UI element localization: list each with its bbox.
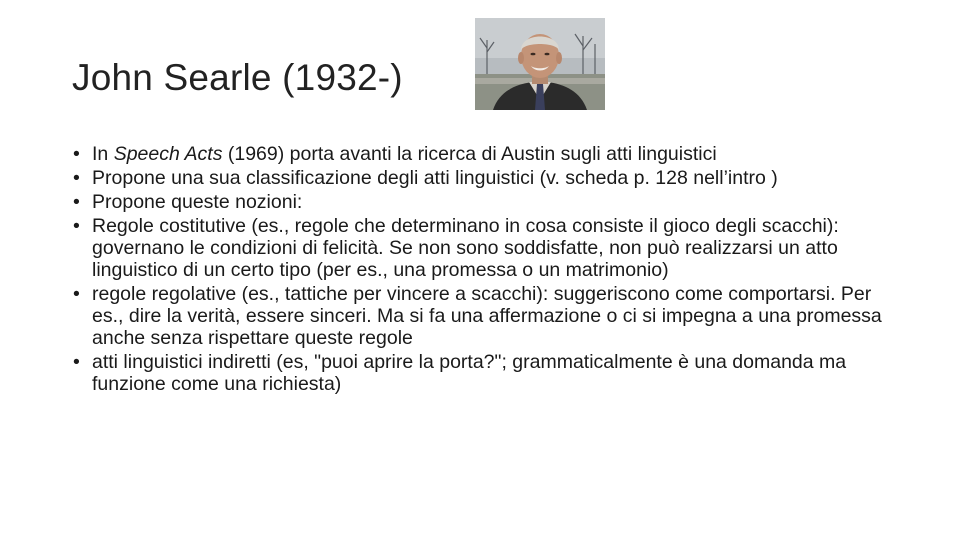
bullet-3-text: Propone queste nozioni: — [92, 191, 303, 213]
portrait-photo — [475, 18, 605, 110]
bullet-item-2 — [72, 167, 902, 189]
bullet-2-text: Propone una sua classificazione degli atti linguistici (v. scheda p. 128 nell’intro ) — [92, 167, 778, 189]
slide-title: John Searle (1932-) — [72, 57, 403, 98]
portrait-photo-icon — [475, 18, 605, 110]
bullet-item-6 — [72, 351, 902, 395]
bullet-item-1 — [72, 143, 902, 165]
bullet-list — [72, 143, 902, 397]
bullet-1-book-title: Speech Acts — [113, 143, 223, 165]
bullet-6-text: atti linguistici indiretti (es, "puoi aprire la porta?"; grammaticalmente è una domanda ma funzione come una richiesta) — [92, 351, 847, 395]
bullet-item-3 — [72, 191, 902, 213]
bullet-item-5 — [72, 283, 902, 349]
bullet-4-text: Regole costitutive (es., regole che determinano in cosa consiste il gioco degli scacchi): governano le condizioni di felicità. Se non sono soddisfatte, non può realizzarsi un atto linguistico di un certo tipo (per es., una promessa o un matrimonio) — [92, 215, 839, 281]
bullet-1-text: (1969) porta avanti la ricerca di Austin sugli atti linguistici — [222, 143, 717, 165]
bullet-item-4 — [72, 215, 902, 281]
bullet-5-text: regole regolative (es., tattiche per vincere a scacchi): suggeriscono come comportarsi. Per es., dire la verità, essere sinceri. Ma si fa una affermazione o ci si impegna a una promessa anche senza rispettare queste regole — [92, 283, 882, 349]
bullet-1-prefix: In — [92, 143, 114, 165]
